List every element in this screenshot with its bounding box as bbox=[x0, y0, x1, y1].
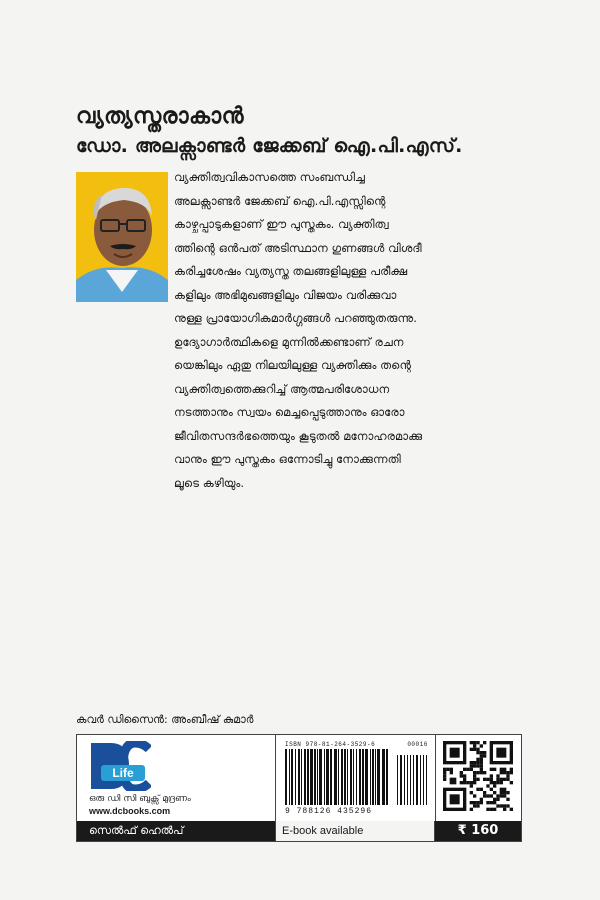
qr-module bbox=[473, 778, 476, 781]
qr-module bbox=[500, 794, 503, 797]
qr-module bbox=[470, 764, 473, 767]
qr-module bbox=[483, 791, 486, 794]
qr-module bbox=[470, 808, 473, 811]
back-cover-info-bar bbox=[76, 734, 522, 842]
qr-module bbox=[463, 768, 466, 771]
qr-module bbox=[466, 768, 469, 771]
qr-module bbox=[496, 804, 499, 807]
barcode-bar bbox=[319, 749, 322, 805]
barcode-bar bbox=[310, 749, 313, 805]
barcode-bar bbox=[365, 749, 368, 805]
qr-module bbox=[506, 798, 509, 801]
qr-module bbox=[493, 791, 496, 794]
blurb-line: ത്തിന്റെ ഒൻപത് അടിസ്ഥാന ഗുണങ്ങൾ വിശദീ bbox=[174, 240, 422, 255]
qr-module bbox=[473, 748, 476, 751]
qr-module bbox=[506, 791, 509, 794]
qr-module bbox=[500, 768, 503, 771]
blurb-line: വ്യക്തിത്വവികാസത്തെ സംബന്ധിച്ച bbox=[174, 170, 365, 184]
qr-finder bbox=[450, 794, 460, 804]
book-blurb bbox=[174, 166, 536, 495]
qr-module bbox=[470, 761, 473, 764]
qr-module bbox=[496, 794, 499, 797]
qr-module bbox=[480, 764, 483, 767]
qr-module bbox=[480, 751, 483, 754]
qr-module bbox=[500, 791, 503, 794]
qr-module bbox=[490, 794, 493, 797]
qr-module bbox=[473, 794, 476, 797]
barcode-bar bbox=[307, 749, 309, 805]
qr-module bbox=[496, 798, 499, 801]
blurb-line: ലൂടെ കഴിയും. bbox=[174, 475, 245, 490]
barcode-bar bbox=[397, 755, 398, 805]
qr-module bbox=[486, 794, 489, 797]
blurb-line: നടത്താനും സ്വയം മെച്ചപ്പെടുത്താനും ഓരോ bbox=[174, 405, 405, 419]
blurb-line: വ്യക്തിത്വത്തെക്കുറിച്ച് ആത്മപരിശോധന bbox=[174, 381, 390, 396]
qr-module bbox=[460, 781, 463, 784]
barcode-bar bbox=[350, 749, 352, 805]
qr-module bbox=[480, 768, 483, 771]
barcode-bar bbox=[341, 749, 343, 805]
barcode-bar bbox=[372, 749, 374, 805]
qr-module bbox=[450, 768, 453, 771]
qr-module bbox=[476, 741, 479, 744]
barcode-bar bbox=[291, 749, 293, 805]
qr-module bbox=[470, 801, 473, 804]
barcode-box bbox=[275, 735, 436, 821]
qr-module bbox=[490, 768, 493, 771]
qr-module bbox=[480, 801, 483, 804]
barcode-bar bbox=[338, 749, 339, 805]
qr-module bbox=[450, 781, 453, 784]
qr-module bbox=[476, 748, 479, 751]
qr-module bbox=[473, 801, 476, 804]
qr-module bbox=[490, 774, 493, 777]
qr-module bbox=[493, 784, 496, 787]
qr-module bbox=[503, 768, 506, 771]
barcode-bar bbox=[382, 749, 385, 805]
qr-module bbox=[473, 781, 476, 784]
qr-module bbox=[500, 788, 503, 791]
qr-module bbox=[490, 781, 493, 784]
qr-module bbox=[490, 788, 493, 791]
qr-module bbox=[446, 768, 449, 771]
isbn-number: 9 788126 435296 bbox=[285, 807, 373, 816]
qr-module bbox=[473, 741, 476, 744]
qr-module bbox=[470, 784, 473, 787]
dc-life-logo bbox=[89, 741, 151, 791]
qr-module bbox=[453, 778, 456, 781]
barcode-addon: 00016 bbox=[407, 741, 428, 748]
qr-module bbox=[476, 778, 479, 781]
qr-module bbox=[476, 761, 479, 764]
qr-module bbox=[503, 771, 506, 774]
qr-module bbox=[486, 778, 489, 781]
qr-box bbox=[435, 735, 521, 821]
qr-module bbox=[470, 768, 473, 771]
barcode-bar bbox=[301, 749, 302, 805]
author-photo bbox=[76, 172, 168, 302]
barcode-bar bbox=[416, 755, 418, 805]
qr-module bbox=[473, 774, 476, 777]
qr-module bbox=[493, 798, 496, 801]
qr-module bbox=[443, 771, 446, 774]
qr-module bbox=[496, 774, 499, 777]
qr-module bbox=[493, 781, 496, 784]
qr-module bbox=[506, 778, 509, 781]
qr-module bbox=[460, 774, 463, 777]
category-label: സെൽഫ് ഹെൽപ് bbox=[77, 821, 275, 841]
blurb-line: യെങ്കിലും ഏതു നിലയിലുള്ള വ്യക്തിക്കും തന്റെ bbox=[174, 358, 411, 372]
qr-module bbox=[483, 771, 486, 774]
qr-module bbox=[473, 804, 476, 807]
qr-module bbox=[483, 794, 486, 797]
publisher-box bbox=[77, 735, 276, 821]
qr-module bbox=[510, 781, 513, 784]
qr-module bbox=[506, 804, 509, 807]
qr-module bbox=[486, 808, 489, 811]
barcode-bar bbox=[334, 749, 337, 805]
qr-module bbox=[476, 751, 479, 754]
qr-module bbox=[496, 778, 499, 781]
qr-module bbox=[476, 771, 479, 774]
barcode-bar bbox=[370, 749, 371, 805]
qr-module bbox=[500, 804, 503, 807]
qr-module bbox=[463, 778, 466, 781]
qr-module bbox=[463, 781, 466, 784]
qr-module bbox=[503, 808, 506, 811]
qr-finder bbox=[450, 748, 460, 758]
imprint-text: ഒരു ഡി സി ബുക്സ് മുദ്രണം bbox=[89, 794, 191, 804]
qr-module bbox=[506, 771, 509, 774]
isbn-barcode bbox=[285, 749, 427, 805]
qr-module bbox=[483, 741, 486, 744]
barcode-bar bbox=[423, 755, 424, 805]
barcode-bar bbox=[326, 749, 329, 805]
qr-module bbox=[470, 741, 473, 744]
barcode-bar bbox=[289, 749, 290, 805]
blurb-line: കാഴ്ചപ്പാടുകളാണ് ഈ പുസ്തകം. വ്യക്തിത്വ bbox=[174, 217, 389, 231]
barcode-bar bbox=[314, 749, 316, 805]
qr-module bbox=[476, 801, 479, 804]
barcode-bar bbox=[324, 749, 325, 805]
qr-module bbox=[493, 808, 496, 811]
qr-module bbox=[480, 771, 483, 774]
qr-module bbox=[503, 788, 506, 791]
qr-module bbox=[473, 744, 476, 747]
qr-module bbox=[476, 764, 479, 767]
barcode-bar bbox=[347, 749, 348, 805]
qr-module bbox=[470, 791, 473, 794]
qr-module bbox=[493, 801, 496, 804]
qr-module bbox=[460, 771, 463, 774]
barcode-bar bbox=[426, 755, 427, 805]
barcode-bar bbox=[330, 749, 332, 805]
barcode-bar bbox=[356, 749, 357, 805]
barcode-bar bbox=[295, 749, 296, 805]
blurb-line: കരിച്ചശേഷം വ്യത്യസ്ത തലങ്ങളിലുള്ള പരീക്ഷ bbox=[174, 264, 408, 278]
barcode-bar bbox=[377, 749, 380, 805]
qr-module bbox=[506, 774, 509, 777]
barcode-bar bbox=[359, 749, 361, 805]
barcode-bar bbox=[407, 755, 408, 805]
qr-module bbox=[486, 784, 489, 787]
qr-module bbox=[480, 788, 483, 791]
barcode-bar bbox=[298, 749, 300, 805]
qr-module bbox=[476, 758, 479, 761]
qr-module bbox=[480, 744, 483, 747]
book-title: വ്യത്യസ്തരാകാൻ bbox=[76, 104, 245, 129]
qr-module bbox=[480, 754, 483, 757]
logo-text: Life bbox=[112, 766, 134, 780]
qr-module bbox=[470, 781, 473, 784]
qr-module bbox=[500, 771, 503, 774]
qr-module bbox=[480, 761, 483, 764]
qr-module bbox=[490, 808, 493, 811]
cover-design-credit: കവർ ഡിസൈൻ: അംബീഷ് കുമാർ bbox=[76, 713, 254, 726]
qr-finder bbox=[496, 748, 506, 758]
qr-module bbox=[483, 754, 486, 757]
barcode-bar bbox=[404, 755, 405, 805]
qr-module bbox=[483, 751, 486, 754]
blurb-line: ഉദ്യോഗാർത്ഥികളെ മുന്നിൽക്കണ്ടാണ് രചന bbox=[174, 334, 404, 349]
qr-module bbox=[443, 774, 446, 777]
qr-module bbox=[503, 791, 506, 794]
qr-module bbox=[453, 781, 456, 784]
qr-code bbox=[443, 741, 513, 811]
publisher-website: www.dcbooks.com bbox=[89, 806, 171, 816]
isbn-label: ISBN 978-81-264-3529-6 00016 bbox=[285, 741, 428, 748]
barcode-bar bbox=[420, 755, 421, 805]
qr-module bbox=[473, 764, 476, 767]
barcode-bar bbox=[317, 749, 318, 805]
imprint-block bbox=[89, 793, 191, 818]
qr-module bbox=[480, 798, 483, 801]
blurb-line: നുള്ള പ്രായോഗികമാർഗ്ഗങ്ങൾ പറഞ്ഞുതരുന്നു. bbox=[174, 311, 417, 325]
qr-module bbox=[470, 748, 473, 751]
qr-module bbox=[476, 788, 479, 791]
price-tag: ₹ 160 bbox=[435, 821, 521, 841]
qr-module bbox=[450, 778, 453, 781]
qr-module bbox=[496, 781, 499, 784]
qr-module bbox=[463, 774, 466, 777]
qr-module bbox=[450, 771, 453, 774]
qr-module bbox=[503, 778, 506, 781]
qr-module bbox=[483, 778, 486, 781]
author-name: ഡോ. അലക്സാണ്ടർ ജേക്കബ് ഐ.പി.എസ്. bbox=[76, 135, 463, 157]
qr-module bbox=[443, 768, 446, 771]
qr-module bbox=[473, 771, 476, 774]
qr-module bbox=[503, 794, 506, 797]
barcode-bar bbox=[285, 749, 287, 805]
ebook-available: E-book available bbox=[275, 821, 435, 841]
qr-module bbox=[490, 778, 493, 781]
barcode-bar bbox=[375, 749, 376, 805]
barcode-bar bbox=[353, 749, 354, 805]
qr-module bbox=[443, 778, 446, 781]
barcode-bar bbox=[410, 755, 411, 805]
blurb-line: വാനും ഈ പുസ്തകം ഒന്നോടിച്ചു നോക്കുന്നതി bbox=[174, 452, 401, 466]
barcode-bar bbox=[386, 749, 388, 805]
barcode-bar bbox=[344, 749, 346, 805]
qr-module bbox=[473, 761, 476, 764]
barcode-bar bbox=[304, 749, 306, 805]
blurb-line: കളിലും അഭിമുഖങ്ങളിലും വിജയം വരിക്കുവാ bbox=[174, 287, 397, 302]
qr-module bbox=[490, 801, 493, 804]
qr-module bbox=[510, 808, 513, 811]
qr-module bbox=[480, 758, 483, 761]
blurb-line: അലക്സാണ്ടർ ജേക്കബ് ഐ.പി.എസ്സിന്റെ bbox=[174, 193, 386, 208]
blurb-line: ജീവിതസന്ദർഭത്തെയും കൂടുതൽ മനോഹരമാക്കു bbox=[174, 428, 423, 443]
qr-module bbox=[500, 778, 503, 781]
qr-module bbox=[503, 804, 506, 807]
qr-module bbox=[476, 804, 479, 807]
qr-module bbox=[500, 781, 503, 784]
barcode-bar bbox=[400, 755, 402, 805]
qr-module bbox=[510, 768, 513, 771]
barcode-bar bbox=[362, 749, 364, 805]
qr-module bbox=[466, 781, 469, 784]
qr-module bbox=[493, 768, 496, 771]
qr-module bbox=[486, 801, 489, 804]
barcode-bar bbox=[413, 755, 414, 805]
qr-module bbox=[510, 771, 513, 774]
